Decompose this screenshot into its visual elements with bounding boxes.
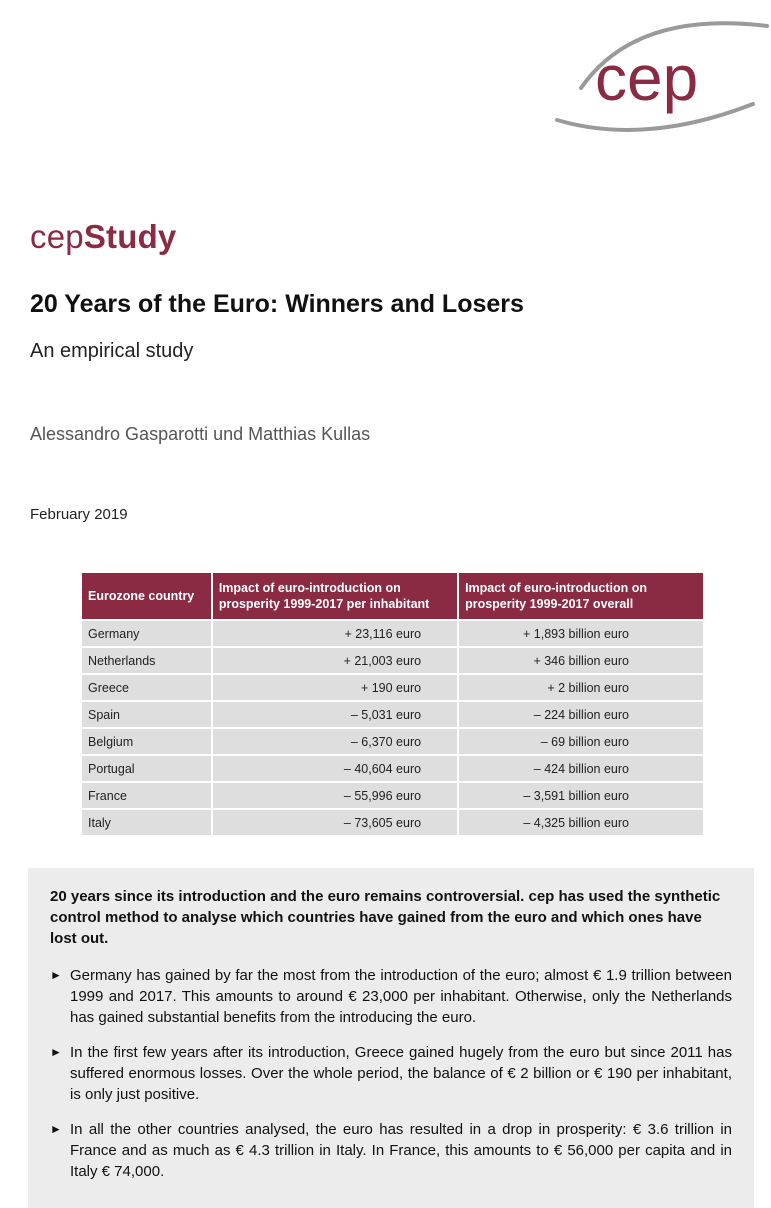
header-per-inhabitant: Impact of euro-introduction on prosperity 1999-2017 per inhabitant	[213, 573, 457, 621]
table-row	[82, 675, 703, 702]
overall-cell: + 346 billion euro	[459, 648, 703, 675]
table-row	[82, 702, 703, 729]
per-inhabitant-cell: – 5,031 euro	[213, 702, 457, 729]
per-inhabitant-cell: – 6,370 euro	[213, 729, 457, 756]
logo-text: cep	[595, 42, 699, 114]
summary-bullet	[50, 965, 732, 1028]
table-row	[82, 783, 703, 810]
bullet-text: In the first few years after its introduction, Greece gained hugely from the euro but since 2011 has suffered enormous losses. Over the whole period, the balance of € 2 billion or € 190 per inhabitant, is only just positive.	[70, 1044, 732, 1103]
per-inhabitant-cell: + 21,003 euro	[213, 648, 457, 675]
authors: Alessandro Gasparotti und Matthias Kullas	[30, 424, 371, 444]
table-row	[82, 756, 703, 783]
country-cell: France	[82, 783, 211, 810]
triangle-right-icon: ►	[50, 1045, 62, 1059]
country-cell: Italy	[82, 810, 211, 837]
country-cell: Germany	[82, 621, 211, 648]
per-inhabitant-cell: + 190 euro	[213, 675, 457, 702]
bullet-text: In all the other countries analysed, the euro has resulted in a drop in prosperity: € 3.6 trillion in France and as much as € 4.3 trillion in Italy. In France, this amounts to € 56,000 per capita and in Italy € 74,000.	[70, 1121, 732, 1180]
per-inhabitant-cell: + 23,116 euro	[213, 621, 457, 648]
header-country: Eurozone country	[82, 573, 211, 621]
country-cell: Spain	[82, 702, 211, 729]
country-cell: Portugal	[82, 756, 211, 783]
triangle-right-icon: ►	[50, 1122, 62, 1136]
series-title	[30, 218, 176, 256]
country-cell: Netherlands	[82, 648, 211, 675]
impact-table	[80, 573, 705, 837]
overall-cell: – 69 billion euro	[459, 729, 703, 756]
summary-bullet	[50, 1042, 732, 1105]
page-title: 20 Years of the Euro: Winners and Losers	[30, 290, 524, 318]
page-subtitle: An empirical study	[30, 340, 194, 362]
publication-date: February 2019	[30, 506, 128, 523]
table-header-row	[82, 573, 703, 621]
summary-box	[28, 868, 754, 1208]
table-row	[82, 621, 703, 648]
table-row	[82, 648, 703, 675]
triangle-right-icon: ►	[50, 968, 62, 982]
cep-logo-graphic	[555, 18, 769, 136]
per-inhabitant-cell: – 40,604 euro	[213, 756, 457, 783]
table-row	[82, 810, 703, 837]
overall-cell: – 224 billion euro	[459, 702, 703, 729]
country-cell: Greece	[82, 675, 211, 702]
series-prefix: cep	[30, 218, 84, 255]
bullet-text: Germany has gained by far the most from the introduction of the euro; almost € 1.9 trillion between 1999 and 2017. This amounts to around € 23,000 per inhabitant. Otherwise, only the Netherlands has gained substantial benefits from the introducing the euro.	[70, 967, 732, 1026]
series-name: Study	[83, 218, 177, 255]
overall-cell: – 424 billion euro	[459, 756, 703, 783]
header-overall: Impact of euro-introduction on prosperity 1999-2017 overall	[459, 573, 703, 621]
cep-logo	[555, 18, 769, 136]
country-cell: Belgium	[82, 729, 211, 756]
per-inhabitant-cell: – 55,996 euro	[213, 783, 457, 810]
summary-bullet	[50, 1119, 732, 1182]
summary-lead: 20 years since its introduction and the euro remains controversial. cep has used the synthetic control method to analyse which countries have gained from the euro and which ones have lost out.	[50, 888, 721, 947]
overall-cell: + 1,893 billion euro	[459, 621, 703, 648]
overall-cell: – 4,325 billion euro	[459, 810, 703, 837]
overall-cell: – 3,591 billion euro	[459, 783, 703, 810]
overall-cell: + 2 billion euro	[459, 675, 703, 702]
table-row	[82, 729, 703, 756]
per-inhabitant-cell: – 73,605 euro	[213, 810, 457, 837]
